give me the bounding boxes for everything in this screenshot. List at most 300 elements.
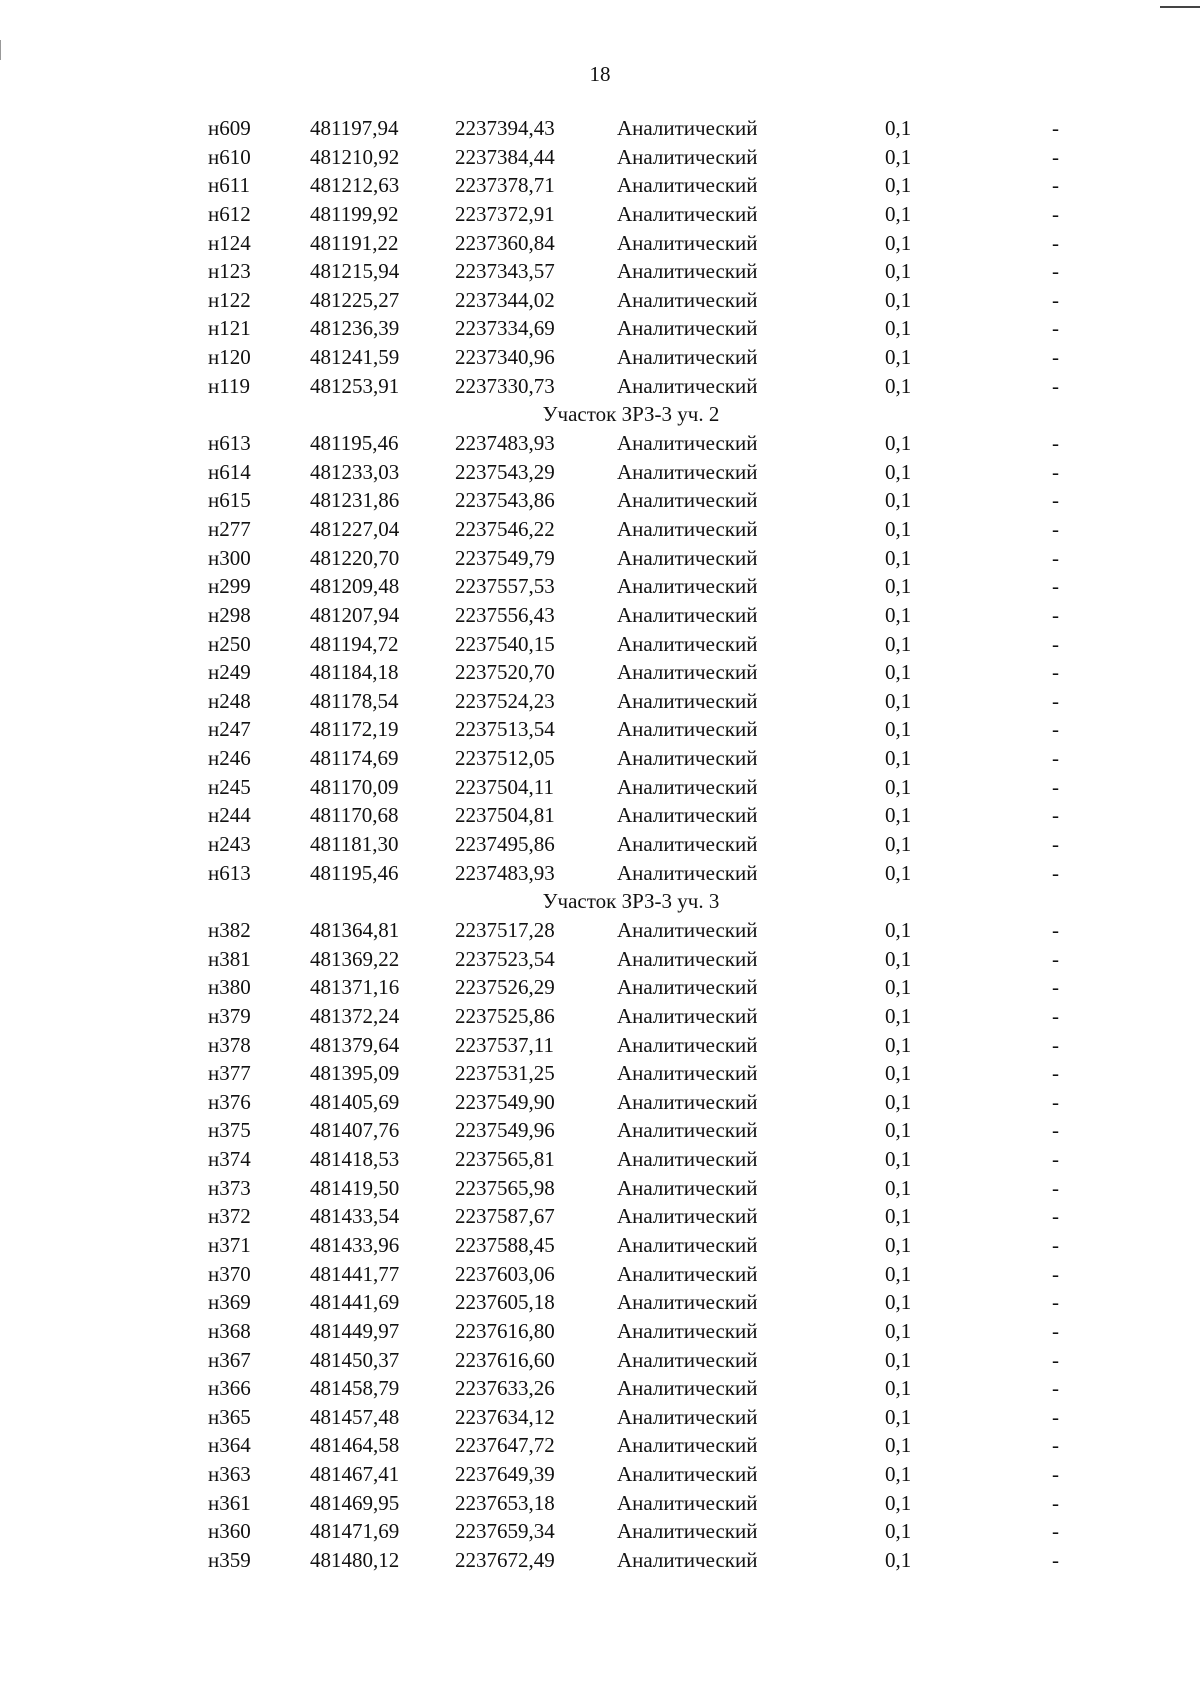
accuracy-cell: 0,1 (885, 373, 912, 398)
accuracy-cell: 0,1 (885, 1003, 912, 1028)
x-coordinate-cell: 481225,27 (310, 287, 400, 312)
y-coordinate-cell: 2237540,15 (455, 631, 555, 656)
point-id-cell: н119 (208, 373, 250, 398)
y-coordinate-cell: 2237526,29 (455, 975, 555, 1000)
table-row (0, 143, 1200, 172)
accuracy-cell: 0,1 (885, 431, 912, 456)
accuracy-cell: 0,1 (885, 1318, 912, 1343)
accuracy-cell: 0,1 (885, 946, 912, 971)
accuracy-cell: 0,1 (885, 832, 912, 857)
point-id-cell: н377 (208, 1061, 251, 1086)
point-id-cell: н373 (208, 1175, 251, 1200)
point-id-cell: н300 (208, 545, 251, 570)
method-cell: Аналитический (617, 660, 758, 685)
y-coordinate-cell: 2237504,11 (455, 774, 554, 799)
table-row (0, 630, 1200, 659)
accuracy-cell: 0,1 (885, 173, 912, 198)
x-coordinate-cell: 481212,63 (310, 173, 400, 198)
note-cell: - (1052, 1032, 1059, 1057)
method-cell: Аналитический (617, 946, 758, 971)
y-coordinate-cell: 2237330,73 (455, 373, 555, 398)
method-cell: Аналитический (617, 201, 758, 226)
method-cell: Аналитический (617, 345, 758, 370)
x-coordinate-cell: 481195,46 (310, 431, 399, 456)
x-coordinate-cell: 481364,81 (310, 917, 400, 942)
y-coordinate-cell: 2237659,34 (455, 1519, 555, 1544)
point-id-cell: н372 (208, 1204, 251, 1229)
table-row (0, 572, 1200, 601)
table-row (0, 1403, 1200, 1432)
y-coordinate-cell: 2237543,29 (455, 459, 555, 484)
note-cell: - (1052, 1404, 1059, 1429)
table-row (0, 1231, 1200, 1260)
method-cell: Аналитический (617, 1061, 758, 1086)
note-cell: - (1052, 946, 1059, 971)
note-cell: - (1052, 832, 1059, 857)
x-coordinate-cell: 481469,95 (310, 1490, 400, 1515)
method-cell: Аналитический (617, 832, 758, 857)
point-id-cell: н277 (208, 516, 251, 541)
table-row (0, 1116, 1200, 1145)
note-cell: - (1052, 1318, 1059, 1343)
y-coordinate-cell: 2237524,23 (455, 688, 555, 713)
method-cell: Аналитический (617, 574, 758, 599)
table-row (0, 1346, 1200, 1375)
x-coordinate-cell: 481181,30 (310, 832, 399, 857)
point-id-cell: н379 (208, 1003, 251, 1028)
method-cell: Аналитический (617, 373, 758, 398)
point-id-cell: н249 (208, 660, 251, 685)
table-row (0, 1031, 1200, 1060)
point-id-cell: н364 (208, 1433, 251, 1458)
table-row (0, 372, 1200, 401)
y-coordinate-cell: 2237504,81 (455, 803, 555, 828)
accuracy-cell: 0,1 (885, 1032, 912, 1057)
point-id-cell: н382 (208, 917, 251, 942)
y-coordinate-cell: 2237520,70 (455, 660, 555, 685)
note-cell: - (1052, 431, 1059, 456)
method-cell: Аналитический (617, 917, 758, 942)
point-id-cell: н368 (208, 1318, 251, 1343)
point-id-cell: н120 (208, 345, 251, 370)
x-coordinate-cell: 481236,39 (310, 316, 400, 341)
method-cell: Аналитический (617, 1519, 758, 1544)
y-coordinate-cell: 2237543,86 (455, 488, 555, 513)
method-cell: Аналитический (617, 1290, 758, 1315)
method-cell: Аналитический (617, 860, 758, 885)
y-coordinate-cell: 2237344,02 (455, 287, 555, 312)
x-coordinate-cell: 481184,18 (310, 660, 399, 685)
point-id-cell: н248 (208, 688, 251, 713)
y-coordinate-cell: 2237384,44 (455, 144, 555, 169)
table-row (0, 1317, 1200, 1346)
table-row (0, 114, 1200, 143)
table-row (0, 830, 1200, 859)
note-cell: - (1052, 287, 1059, 312)
x-coordinate-cell: 481191,22 (310, 230, 399, 255)
table-row (0, 286, 1200, 315)
point-id-cell: н380 (208, 975, 251, 1000)
accuracy-cell: 0,1 (885, 660, 912, 685)
method-cell: Аналитический (617, 717, 758, 742)
accuracy-cell: 0,1 (885, 1089, 912, 1114)
x-coordinate-cell: 481233,03 (310, 459, 400, 484)
y-coordinate-cell: 2237513,54 (455, 717, 555, 742)
scan-edge-mark (1160, 6, 1200, 8)
y-coordinate-cell: 2237334,69 (455, 316, 555, 341)
note-cell: - (1052, 631, 1059, 656)
x-coordinate-cell: 481170,68 (310, 803, 399, 828)
table-row (0, 601, 1200, 630)
x-coordinate-cell: 481441,69 (310, 1290, 400, 1315)
y-coordinate-cell: 2237512,05 (455, 746, 555, 771)
accuracy-cell: 0,1 (885, 201, 912, 226)
note-cell: - (1052, 516, 1059, 541)
note-cell: - (1052, 1061, 1059, 1086)
y-coordinate-cell: 2237394,43 (455, 116, 555, 140)
y-coordinate-cell: 2237647,72 (455, 1433, 555, 1458)
point-id-cell: н121 (208, 316, 251, 341)
accuracy-cell: 0,1 (885, 631, 912, 656)
y-coordinate-cell: 2237653,18 (455, 1490, 555, 1515)
note-cell: - (1052, 860, 1059, 885)
accuracy-cell: 0,1 (885, 230, 912, 255)
x-coordinate-cell: 481405,69 (310, 1089, 400, 1114)
note-cell: - (1052, 1462, 1059, 1487)
note-cell: - (1052, 1548, 1059, 1573)
note-cell: - (1052, 717, 1059, 742)
accuracy-cell: 0,1 (885, 717, 912, 742)
table-row (0, 1517, 1200, 1546)
note-cell: - (1052, 1147, 1059, 1172)
accuracy-cell: 0,1 (885, 1232, 912, 1257)
note-cell: - (1052, 1175, 1059, 1200)
x-coordinate-cell: 481467,41 (310, 1462, 400, 1487)
table-row (0, 945, 1200, 974)
method-cell: Аналитический (617, 1175, 758, 1200)
accuracy-cell: 0,1 (885, 602, 912, 627)
x-coordinate-cell: 481379,64 (310, 1032, 400, 1057)
table-row (0, 687, 1200, 716)
note-cell: - (1052, 574, 1059, 599)
method-cell: Аналитический (617, 631, 758, 656)
method-cell: Аналитический (617, 316, 758, 341)
point-id-cell: н361 (208, 1490, 251, 1515)
accuracy-cell: 0,1 (885, 803, 912, 828)
x-coordinate-cell: 481441,77 (310, 1261, 400, 1286)
table-row (0, 1546, 1200, 1575)
y-coordinate-cell: 2237588,45 (455, 1232, 555, 1257)
point-id-cell: н367 (208, 1347, 251, 1372)
x-coordinate-cell: 481220,70 (310, 545, 400, 570)
table-row (0, 1431, 1200, 1460)
point-id-cell: н615 (208, 488, 251, 513)
note-cell: - (1052, 488, 1059, 513)
point-id-cell: н360 (208, 1519, 251, 1544)
y-coordinate-cell: 2237343,57 (455, 259, 555, 284)
accuracy-cell: 0,1 (885, 1061, 912, 1086)
point-id-cell: н381 (208, 946, 251, 971)
note-cell: - (1052, 746, 1059, 771)
method-cell: Аналитический (617, 287, 758, 312)
point-id-cell: н612 (208, 201, 251, 226)
table-row (0, 171, 1200, 200)
note-cell: - (1052, 144, 1059, 169)
x-coordinate-cell: 481407,76 (310, 1118, 400, 1143)
point-id-cell: н246 (208, 746, 251, 771)
accuracy-cell: 0,1 (885, 574, 912, 599)
accuracy-cell: 0,1 (885, 144, 912, 169)
accuracy-cell: 0,1 (885, 917, 912, 942)
point-id-cell: н613 (208, 860, 251, 885)
x-coordinate-cell: 481178,54 (310, 688, 399, 713)
y-coordinate-cell: 2237495,86 (455, 832, 555, 857)
point-id-cell: н374 (208, 1147, 251, 1172)
method-cell: Аналитический (617, 144, 758, 169)
point-id-cell: н375 (208, 1118, 251, 1143)
method-cell: Аналитический (617, 746, 758, 771)
table-row (0, 715, 1200, 744)
accuracy-cell: 0,1 (885, 774, 912, 799)
table-row (0, 257, 1200, 286)
point-id-cell: н365 (208, 1404, 251, 1429)
method-cell: Аналитический (617, 259, 758, 284)
method-cell: Аналитический (617, 1376, 758, 1401)
method-cell: Аналитический (617, 1433, 758, 1458)
y-coordinate-cell: 2237549,96 (455, 1118, 555, 1143)
note-cell: - (1052, 545, 1059, 570)
accuracy-cell: 0,1 (885, 116, 912, 140)
method-cell: Аналитический (617, 602, 758, 627)
y-coordinate-cell: 2237360,84 (455, 230, 555, 255)
method-cell: Аналитический (617, 545, 758, 570)
y-coordinate-cell: 2237649,39 (455, 1462, 555, 1487)
method-cell: Аналитический (617, 1204, 758, 1229)
point-id-cell: н366 (208, 1376, 251, 1401)
y-coordinate-cell: 2237565,98 (455, 1175, 555, 1200)
table-row (0, 916, 1200, 945)
note-cell: - (1052, 345, 1059, 370)
accuracy-cell: 0,1 (885, 1290, 912, 1315)
method-cell: Аналитический (617, 1003, 758, 1028)
accuracy-cell: 0,1 (885, 287, 912, 312)
x-coordinate-cell: 481450,37 (310, 1347, 400, 1372)
accuracy-cell: 0,1 (885, 1118, 912, 1143)
x-coordinate-cell: 481231,86 (310, 488, 400, 513)
accuracy-cell: 0,1 (885, 1433, 912, 1458)
point-id-cell: н370 (208, 1261, 251, 1286)
accuracy-cell: 0,1 (885, 259, 912, 284)
note-cell: - (1052, 173, 1059, 198)
note-cell: - (1052, 1433, 1059, 1458)
method-cell: Аналитический (617, 116, 758, 140)
note-cell: - (1052, 1376, 1059, 1401)
page-number: 18 (589, 62, 611, 86)
x-coordinate-cell: 481209,48 (310, 574, 400, 599)
point-id-cell: н609 (208, 116, 251, 140)
point-id-cell: н247 (208, 717, 251, 742)
accuracy-cell: 0,1 (885, 860, 912, 885)
accuracy-cell: 0,1 (885, 1490, 912, 1515)
accuracy-cell: 0,1 (885, 545, 912, 570)
method-cell: Аналитический (617, 975, 758, 1000)
x-coordinate-cell: 481227,04 (310, 516, 400, 541)
method-cell: Аналитический (617, 1404, 758, 1429)
table-row (0, 801, 1200, 830)
y-coordinate-cell: 2237525,86 (455, 1003, 555, 1028)
x-coordinate-cell: 481449,97 (310, 1318, 400, 1343)
table-row (0, 515, 1200, 544)
method-cell: Аналитический (617, 774, 758, 799)
point-id-cell: н378 (208, 1032, 251, 1057)
note-cell: - (1052, 1232, 1059, 1257)
point-id-cell: н250 (208, 631, 251, 656)
x-coordinate-cell: 481418,53 (310, 1147, 400, 1172)
section-heading-row (0, 887, 1200, 916)
y-coordinate-cell: 2237531,25 (455, 1061, 555, 1086)
table-row (0, 429, 1200, 458)
table-row (0, 486, 1200, 515)
x-coordinate-cell: 481194,72 (310, 631, 399, 656)
table-row (0, 314, 1200, 343)
note-cell: - (1052, 975, 1059, 1000)
y-coordinate-cell: 2237616,60 (455, 1347, 555, 1372)
x-coordinate-cell: 481464,58 (310, 1433, 400, 1458)
point-id-cell: н613 (208, 431, 251, 456)
note-cell: - (1052, 1118, 1059, 1143)
method-cell: Аналитический (617, 459, 758, 484)
y-coordinate-cell: 2237557,53 (455, 574, 555, 599)
point-id-cell: н371 (208, 1232, 251, 1257)
point-id-cell: н124 (208, 230, 251, 255)
note-cell: - (1052, 660, 1059, 685)
point-id-cell: н363 (208, 1462, 251, 1487)
table-row (0, 1460, 1200, 1489)
note-cell: - (1052, 1347, 1059, 1372)
method-cell: Аналитический (617, 1318, 758, 1343)
method-cell: Аналитический (617, 1032, 758, 1057)
x-coordinate-cell: 481210,92 (310, 144, 400, 169)
table-row (0, 1202, 1200, 1231)
table-row (0, 744, 1200, 773)
x-coordinate-cell: 481215,94 (310, 259, 400, 284)
method-cell: Аналитический (617, 1232, 758, 1257)
note-cell: - (1052, 602, 1059, 627)
x-coordinate-cell: 481371,16 (310, 975, 400, 1000)
x-coordinate-cell: 481241,59 (310, 345, 400, 370)
table-row (0, 859, 1200, 888)
note-cell: - (1052, 1519, 1059, 1544)
note-cell: - (1052, 201, 1059, 226)
method-cell: Аналитический (617, 1490, 758, 1515)
x-coordinate-cell: 481433,54 (310, 1204, 400, 1229)
accuracy-cell: 0,1 (885, 1261, 912, 1286)
note-cell: - (1052, 1204, 1059, 1229)
note-cell: - (1052, 803, 1059, 828)
accuracy-cell: 0,1 (885, 1175, 912, 1200)
x-coordinate-cell: 481197,94 (310, 116, 399, 140)
method-cell: Аналитический (617, 1147, 758, 1172)
table-row (0, 343, 1200, 372)
point-id-cell: н369 (208, 1290, 251, 1315)
point-id-cell: н614 (208, 459, 251, 484)
x-coordinate-cell: 481471,69 (310, 1519, 400, 1544)
x-coordinate-cell: 481170,09 (310, 774, 399, 799)
note-cell: - (1052, 230, 1059, 255)
note-cell: - (1052, 1290, 1059, 1315)
note-cell: - (1052, 774, 1059, 799)
point-id-cell: н122 (208, 287, 251, 312)
y-coordinate-cell: 2237549,90 (455, 1089, 555, 1114)
method-cell: Аналитический (617, 1089, 758, 1114)
point-id-cell: н359 (208, 1548, 251, 1573)
note-cell: - (1052, 1003, 1059, 1028)
note-cell: - (1052, 316, 1059, 341)
point-id-cell: н244 (208, 803, 251, 828)
y-coordinate-cell: 2237378,71 (455, 173, 555, 198)
note-cell: - (1052, 373, 1059, 398)
accuracy-cell: 0,1 (885, 1462, 912, 1487)
y-coordinate-cell: 2237565,81 (455, 1147, 555, 1172)
table-row (0, 1088, 1200, 1117)
table-row (0, 200, 1200, 229)
section-heading-row (0, 400, 1200, 429)
x-coordinate-cell: 481253,91 (310, 373, 400, 398)
x-coordinate-cell: 481174,69 (310, 746, 399, 771)
accuracy-cell: 0,1 (885, 1404, 912, 1429)
method-cell: Аналитический (617, 1462, 758, 1487)
method-cell: Аналитический (617, 1261, 758, 1286)
method-cell: Аналитический (617, 1347, 758, 1372)
point-id-cell: н298 (208, 602, 251, 627)
accuracy-cell: 0,1 (885, 746, 912, 771)
method-cell: Аналитический (617, 516, 758, 541)
table-row (0, 1288, 1200, 1317)
x-coordinate-cell: 481372,24 (310, 1003, 400, 1028)
table-row (0, 1059, 1200, 1088)
y-coordinate-cell: 2237605,18 (455, 1290, 555, 1315)
method-cell: Аналитический (617, 431, 758, 456)
note-cell: - (1052, 1490, 1059, 1515)
y-coordinate-cell: 2237633,26 (455, 1376, 555, 1401)
note-cell: - (1052, 459, 1059, 484)
y-coordinate-cell: 2237587,67 (455, 1204, 555, 1229)
scan-edge-mark (0, 40, 1, 60)
y-coordinate-cell: 2237340,96 (455, 345, 555, 370)
accuracy-cell: 0,1 (885, 316, 912, 341)
accuracy-cell: 0,1 (885, 1204, 912, 1229)
accuracy-cell: 0,1 (885, 1147, 912, 1172)
point-id-cell: н123 (208, 259, 251, 284)
section-title: Участок ЗРЗ-3 уч. 3 (542, 889, 720, 914)
accuracy-cell: 0,1 (885, 688, 912, 713)
note-cell: - (1052, 259, 1059, 284)
table-row (0, 773, 1200, 802)
note-cell: - (1052, 116, 1059, 140)
x-coordinate-cell: 481199,92 (310, 201, 399, 226)
table-row (0, 1174, 1200, 1203)
table-row (0, 1374, 1200, 1403)
table-row (0, 1489, 1200, 1518)
x-coordinate-cell: 481369,22 (310, 946, 400, 971)
accuracy-cell: 0,1 (885, 1519, 912, 1544)
table-row (0, 544, 1200, 573)
x-coordinate-cell: 481457,48 (310, 1404, 400, 1429)
point-id-cell: н376 (208, 1089, 251, 1114)
method-cell: Аналитический (617, 173, 758, 198)
y-coordinate-cell: 2237483,93 (455, 860, 555, 885)
table-row (0, 1145, 1200, 1174)
